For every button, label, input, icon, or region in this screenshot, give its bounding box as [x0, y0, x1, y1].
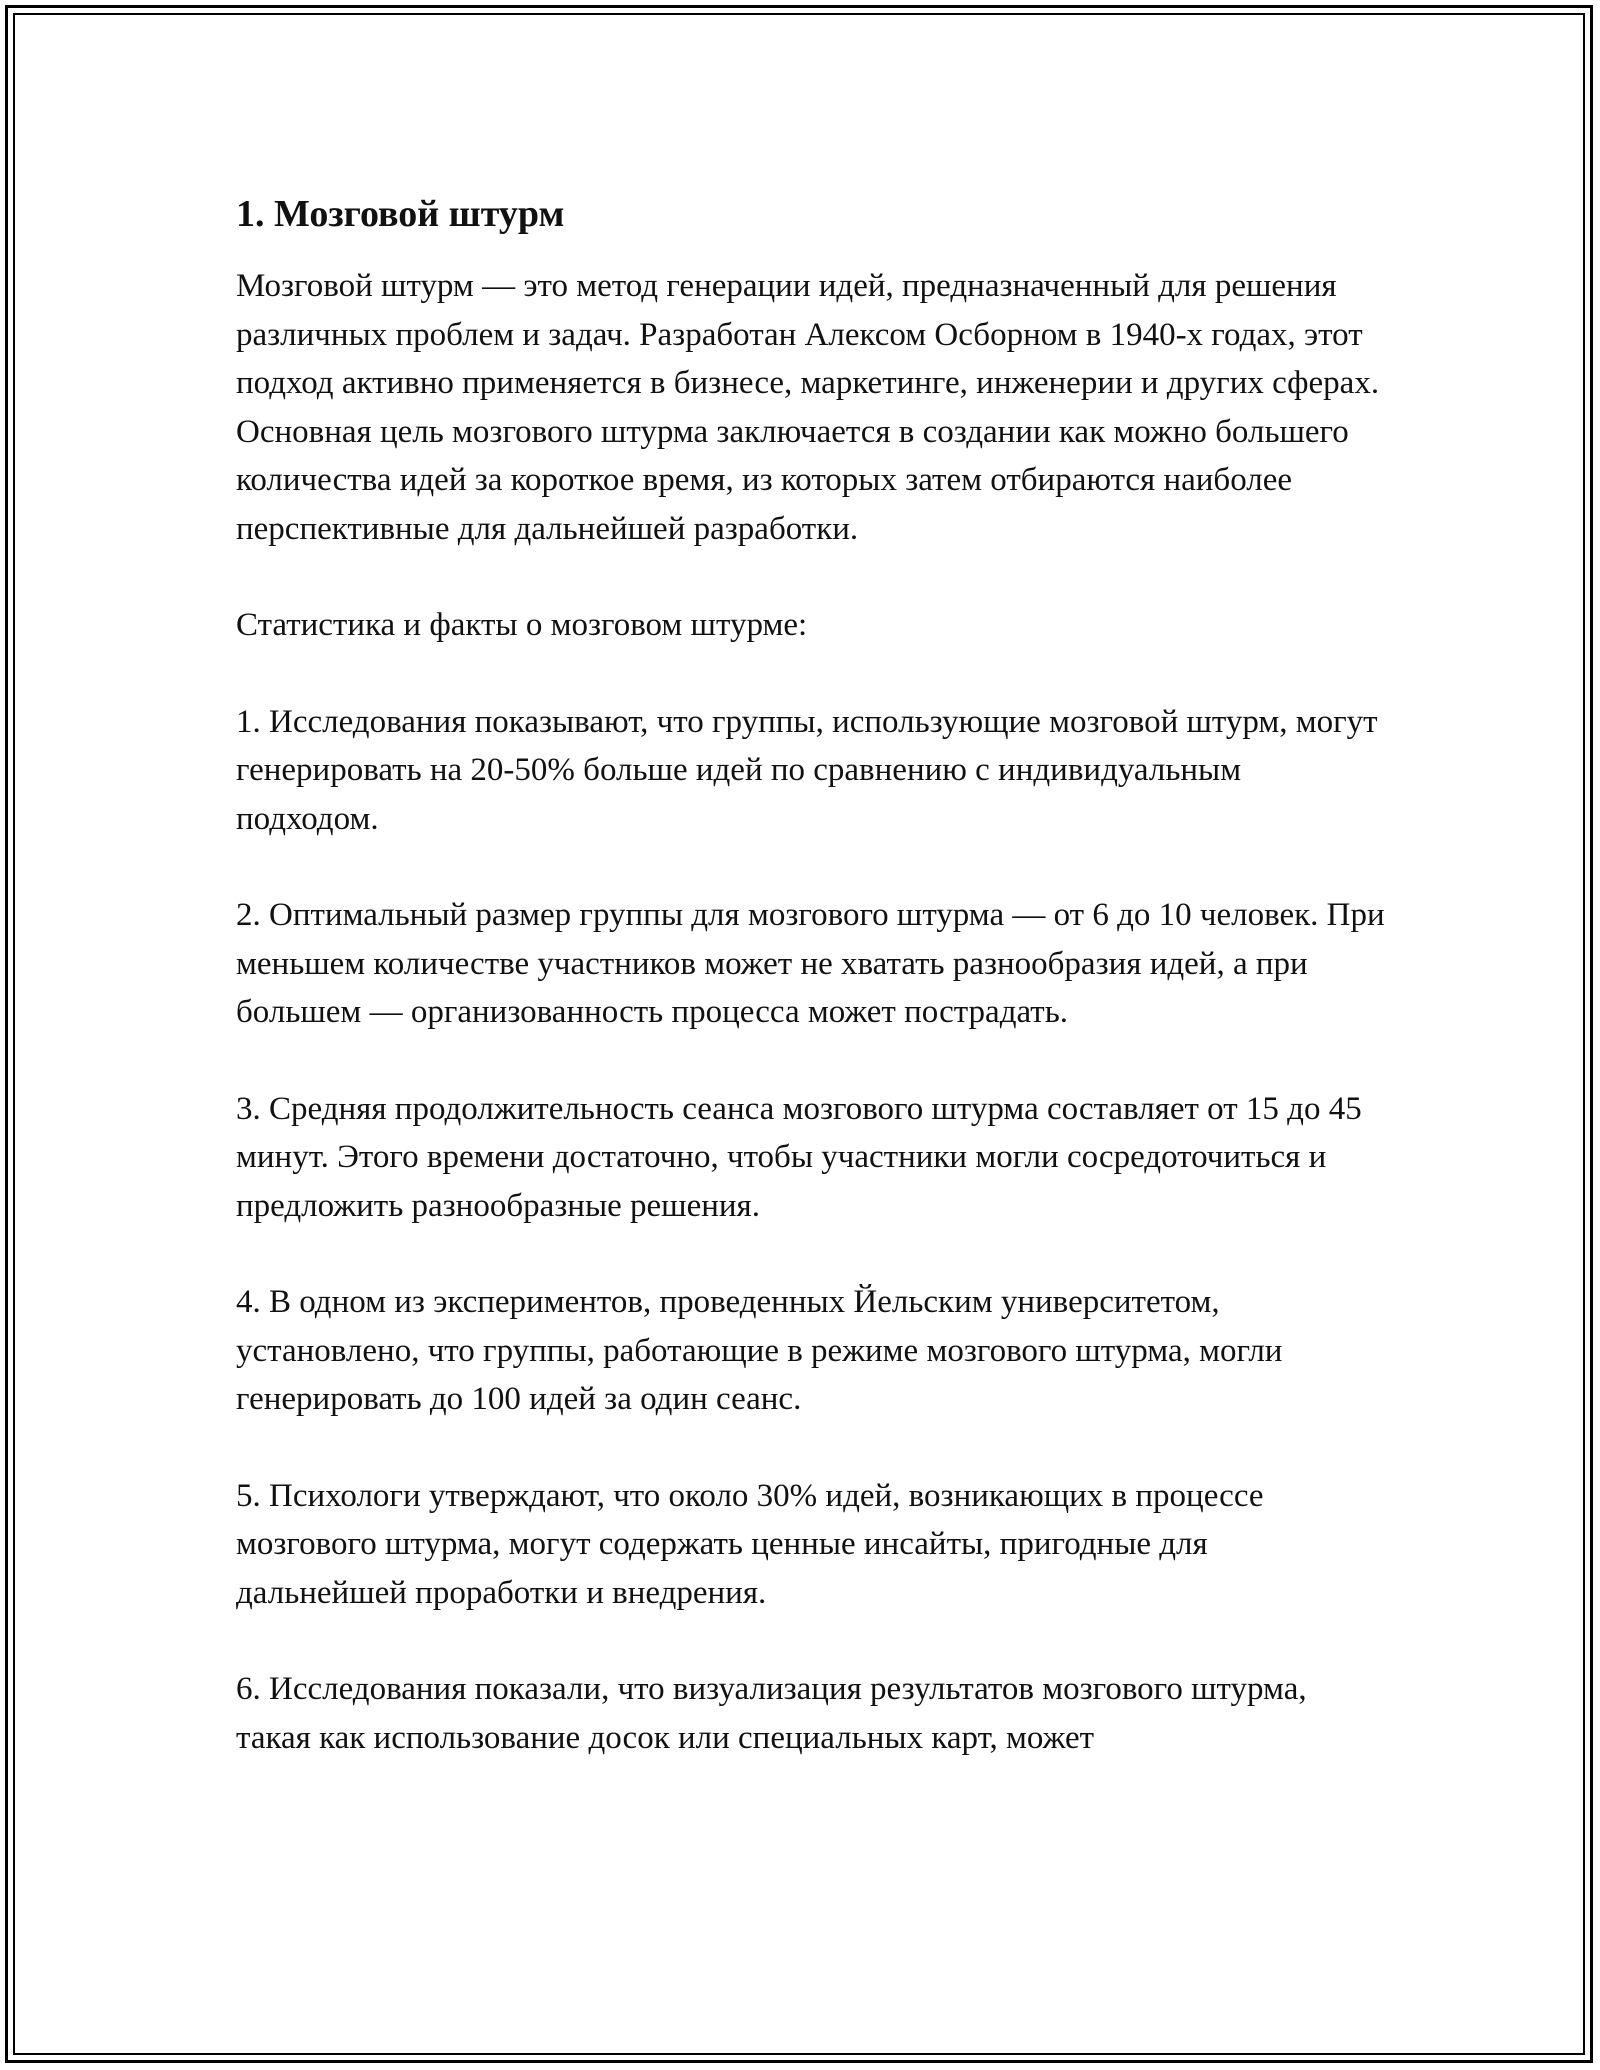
fact-item-4: 4. В одном из экспериментов, проведенных Йельским университетом, установлено, что группы, работающие в режиме мозгового штурма, могли генерировать до 100 идей за один сеанс.	[236, 1284, 1283, 1417]
stats-heading: Статистика и факты о мозговом штурме:	[236, 607, 808, 643]
intro-paragraph: Мозговой штурм — это метод генерации идей, предназначенный для решения различных проблем и задач. Разработан Алексом Осборном в 1940-х годах, этот подход активно применяется в бизнесе, маркетинге, инженерии и других сферах. Основная цель мозгового штурма заключается в создании как можно большего количества идей за короткое время, из которых затем отбираются наиболее перспективные для дальнейшей разработки.	[236, 268, 1380, 547]
fact-item-3: 3. Средняя продолжительность сеанса мозгового штурма составляет от 15 до 45 минут. Этого времени достаточно, чтобы участники могли сосредоточиться и предложить разнообразные решения.	[236, 1090, 1362, 1224]
document-body	[236, 186, 1386, 1810]
fact-item-2: 2. Оптимальный размер группы для мозгового штурма — от 6 до 10 человек. При меньшем количестве участников может не хватать разнообразия идей, а при большем — организованность процесса может пострадать.	[236, 897, 1385, 1030]
section-title: 1. Мозговой штурм	[236, 193, 565, 235]
fact-item-5: 5. Психологи утверждают, что около 30% идей, возникающих в процессе мозгового штурма, могут содержать ценные инсайты, пригодные для дальнейшей проработки и внедрения.	[236, 1477, 1264, 1611]
fact-item-6: 6. Исследования показали, что визуализация результатов мозгового штурма, такая как использование досок или специальных карт, может	[236, 1671, 1307, 1756]
fact-item-1: 1. Исследования показывают, что группы, использующие мозговой штурм, могут генерировать на 20-50% больше идей по сравнению с индивидуальным подходом.	[236, 703, 1378, 837]
